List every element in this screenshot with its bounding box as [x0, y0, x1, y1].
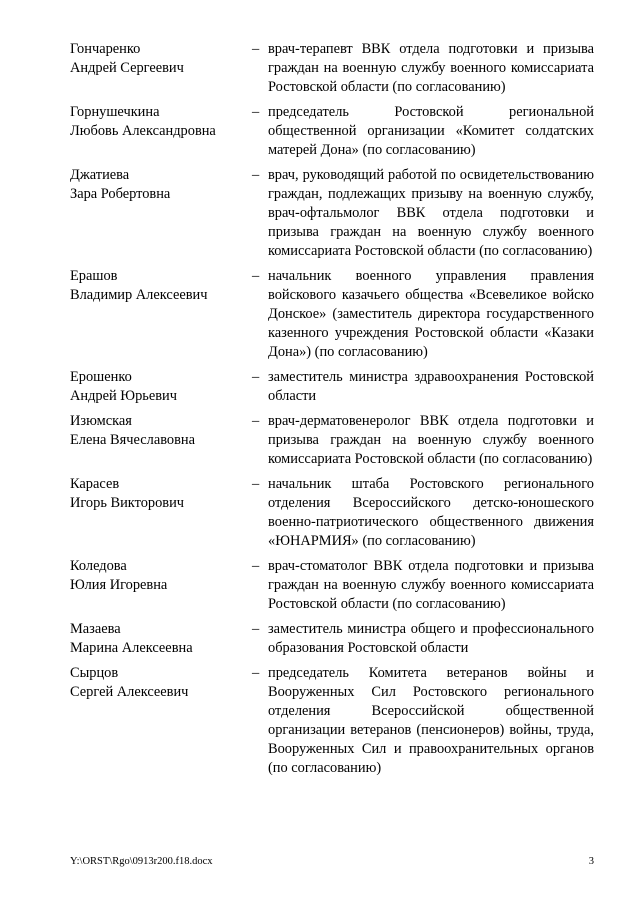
separator-dash: –	[252, 167, 260, 183]
member-surname: Коледова	[70, 558, 127, 574]
footer-file-path: Y:\ORST\Rgo\0913r200.f18.docx	[70, 856, 213, 867]
member-surname: Гончаренко	[70, 41, 141, 57]
separator-dash: –	[252, 369, 260, 385]
member-position: заместитель министра здравоохранения Ростовской области	[268, 369, 594, 404]
footer-page-number: 3	[588, 856, 594, 867]
member-entry	[70, 557, 594, 614]
member-given-names: Марина Алексеевна	[70, 640, 193, 656]
separator-dash: –	[252, 621, 260, 637]
member-name	[70, 664, 252, 778]
member-surname: Изюмская	[70, 413, 132, 429]
member-surname: Горнушечкина	[70, 104, 160, 120]
member-entry	[70, 103, 594, 160]
member-position: врач-стоматолог ВВК отдела подготовки и призыва граждан на военную службу военного комиссариата Ростовской области (по согласованию)	[268, 558, 594, 612]
member-given-names: Зара Робертовна	[70, 186, 171, 202]
member-position: врач-терапевт ВВК отдела подготовки и призыва граждан на военную службу военного комиссариата Ростовской области (по согласованию)	[268, 41, 594, 95]
member-entry	[70, 40, 594, 97]
member-surname: Ерошенко	[70, 369, 132, 385]
separator-dash: –	[252, 268, 260, 284]
member-name	[70, 40, 252, 97]
member-name	[70, 368, 252, 406]
member-name	[70, 412, 252, 469]
separator-dash: –	[252, 413, 260, 429]
member-entry	[70, 368, 594, 406]
member-surname: Карасев	[70, 476, 120, 492]
member-given-names: Андрей Юрьевич	[70, 388, 177, 404]
member-given-names: Юлия Игоревна	[70, 577, 168, 593]
separator-dash: –	[252, 476, 260, 492]
separator-dash: –	[252, 104, 260, 120]
member-entry	[70, 664, 594, 778]
separator-dash: –	[252, 558, 260, 574]
member-surname: Сырцов	[70, 665, 119, 681]
member-position: председатель Комитета ветеранов войны и Вооруженных Сил Ростовского регионального отделения Всероссийской общественной организации ветеранов (пенсионеров) войны, труда, Вооруженных Сил и правоохранительных органов (по согласованию)	[268, 665, 594, 776]
page-footer	[70, 855, 594, 869]
member-given-names: Андрей Сергеевич	[70, 60, 184, 76]
member-position: врач-дерматовенеролог ВВК отдела подготовки и призыва граждан на военную службу военного комиссариата Ростовской области (по согласованию)	[268, 413, 594, 467]
member-name	[70, 103, 252, 160]
member-name	[70, 475, 252, 551]
member-given-names: Сергей Алексеевич	[70, 684, 189, 700]
member-name	[70, 267, 252, 362]
member-name	[70, 557, 252, 614]
member-entry	[70, 475, 594, 551]
member-entry	[70, 412, 594, 469]
member-entry	[70, 267, 594, 362]
member-given-names: Елена Вячеславовна	[70, 432, 195, 448]
member-position: начальник военного управления правления войскового казачьего общества «Всевеликое войско Донское» (заместитель директора государственного казенного учреждения Ростовской области «Казаки Дона») (по согласованию)	[268, 268, 594, 360]
member-position: врач, руководящий работой по освидетельствованию граждан, подлежащих призыву на военную службу, врач-офтальмолог ВВК отдела подготовки и призыва граждан на военную службу военного комиссариата Ростовской области (по согласованию)	[268, 167, 594, 259]
member-list	[70, 40, 594, 784]
member-surname: Ерашов	[70, 268, 118, 284]
member-position: заместитель министра общего и профессионального образования Ростовской области	[268, 621, 594, 656]
member-entry	[70, 620, 594, 658]
member-given-names: Игорь Викторович	[70, 495, 185, 511]
member-position: председатель Ростовской региональной общественной организации «Комитет солдатских матерей Дона» (по согласованию)	[268, 104, 594, 158]
member-name	[70, 620, 252, 658]
member-name	[70, 166, 252, 261]
member-position: начальник штаба Ростовского регионального отделения Всероссийского детско-юношеского военно-патриотического общественного движения «ЮНАРМИЯ» (по согласованию)	[268, 476, 594, 549]
separator-dash: –	[252, 665, 260, 681]
member-surname: Джатиева	[70, 167, 130, 183]
separator-dash: –	[252, 41, 260, 57]
member-entry	[70, 166, 594, 261]
member-surname: Мазаева	[70, 621, 121, 637]
member-given-names: Владимир Алексеевич	[70, 287, 208, 303]
member-given-names: Любовь Александровна	[70, 123, 216, 139]
